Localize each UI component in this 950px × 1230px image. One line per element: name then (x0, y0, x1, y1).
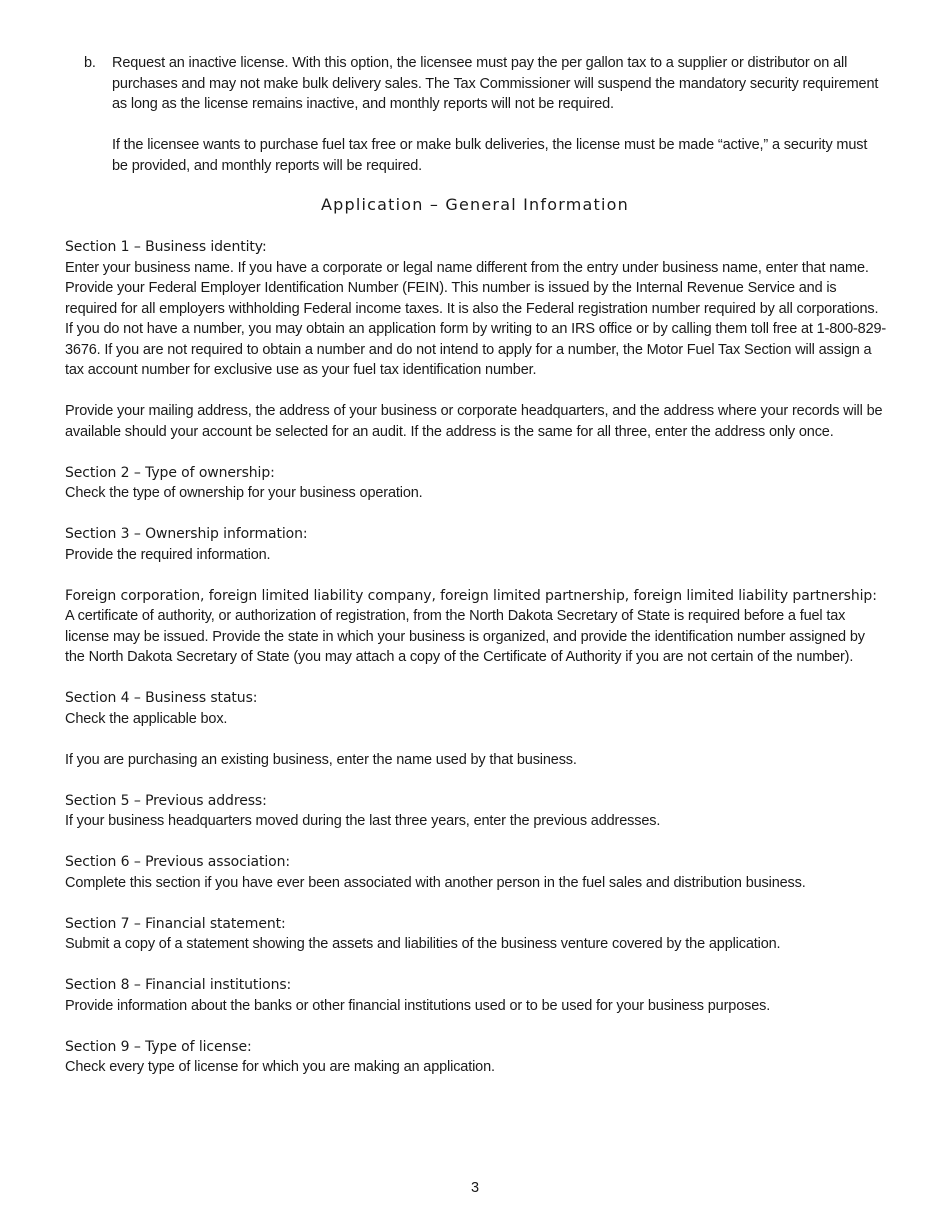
section-1-description: Enter your business name. If you have a corporate or legal name different from the entry under business name, enter that name. Provide your Federal Employer Identification Number (FEIN). This number is issued by the Internal Revenue Service and is required for all employers withholding Federal income taxes. It is also the Federal registration number required by all corporations. If you do not have a number, you may obtain an application form by writing to an IRS office or by calling them toll free at 1-800-829-3676. If you are not required to obtain a number and do not intend to apply for a number, the Motor Fuel Tax Section will assign a tax account number for exclusive use as your fuel tax identification number. (65, 259, 887, 378)
section-heading: Application – General Information (321, 195, 629, 214)
section-7-description: Submit a copy of a statement showing the assets and liabilities of the business venture covered by the application. (65, 936, 781, 952)
section-7-title: Section 7 – Financial statement: (65, 915, 286, 932)
section-9 (65, 1037, 887, 1078)
section-5 (65, 791, 887, 832)
inactive-license-paragraph: Request an inactive license. With this option, the licensee must pay the per gallon tax to a supplier or distributor on all purchases and may not make bulk delivery sales. The Tax Commissioner will suspend the mandatory security requirement as long as the license remains inactive, and monthly reports will not be required. (112, 55, 879, 112)
section-6-title: Section 6 – Previous association: (65, 854, 291, 870)
instructions-body (65, 237, 887, 1098)
section-2-description: Check the type of ownership for your business operation. (65, 485, 423, 501)
page-number: 3 (470, 1180, 480, 1196)
foreign-entity-paragraph (65, 586, 887, 668)
section-7 (65, 914, 887, 955)
section-3-title: Section 3 – Ownership information: (65, 526, 308, 542)
section-6 (65, 852, 887, 893)
existing-business-paragraph: If you are purchasing an existing business, enter the name used by that business. (65, 751, 577, 768)
section-4 (65, 688, 887, 729)
section-8-description: Provide information about the banks or other financial institutions used or to be used for your business purposes. (65, 997, 771, 1014)
section-4-title: Section 4 – Business status: (65, 690, 258, 706)
section-1-title: Section 1 – Business identity: (65, 239, 267, 255)
active-license-paragraph: If the licensee wants to purchase fuel tax free or make bulk deliveries, the license must be made “active,” a security must be provided, and monthly reports will be required. (112, 137, 868, 174)
section-1 (65, 237, 887, 381)
section-4-description: Check the applicable box. (65, 710, 228, 727)
section-8 (65, 975, 887, 1016)
section-3 (65, 524, 887, 565)
section-3-description: Provide the required information. (65, 546, 271, 563)
section-6-description: Complete this section if you have ever been associated with another person in the fuel sales and distribution business. (65, 874, 806, 891)
section-9-description: Check every type of license for which you are making an application. (65, 1059, 495, 1075)
foreign-entity-text: A certificate of authority, or authorization of registration, from the North Dakota Secretary of State is required before a fuel tax license may be issued. Provide the state in which your business is organized, and provide the identification number assigned by the North Dakota Secretary of State (you may attach a copy of the Certificate of Authority if you are not certain of the number). (65, 608, 865, 665)
list-item-content (112, 53, 884, 197)
section-5-description: If your business headquarters moved during the last three years, enter the previous addresses. (65, 813, 661, 829)
foreign-entity-lead: Foreign corporation, foreign limited liability company, foreign limited partnership, foreign limited liability partnership: (65, 587, 877, 604)
list-marker: b. (84, 55, 96, 71)
section-5-title: Section 5 – Previous address: (65, 792, 267, 809)
address-paragraph: Provide your mailing address, the address of your business or corporate headquarters, and the address where your records will be available should your account be selected for an audit. If the address is the same for all three, enter the address only once. (65, 403, 883, 440)
section-2 (65, 463, 887, 504)
section-9-title: Section 9 – Type of license: (65, 1038, 252, 1055)
section-8-title: Section 8 – Financial institutions: (65, 977, 292, 993)
section-2-title: Section 2 – Type of ownership: (65, 464, 275, 481)
